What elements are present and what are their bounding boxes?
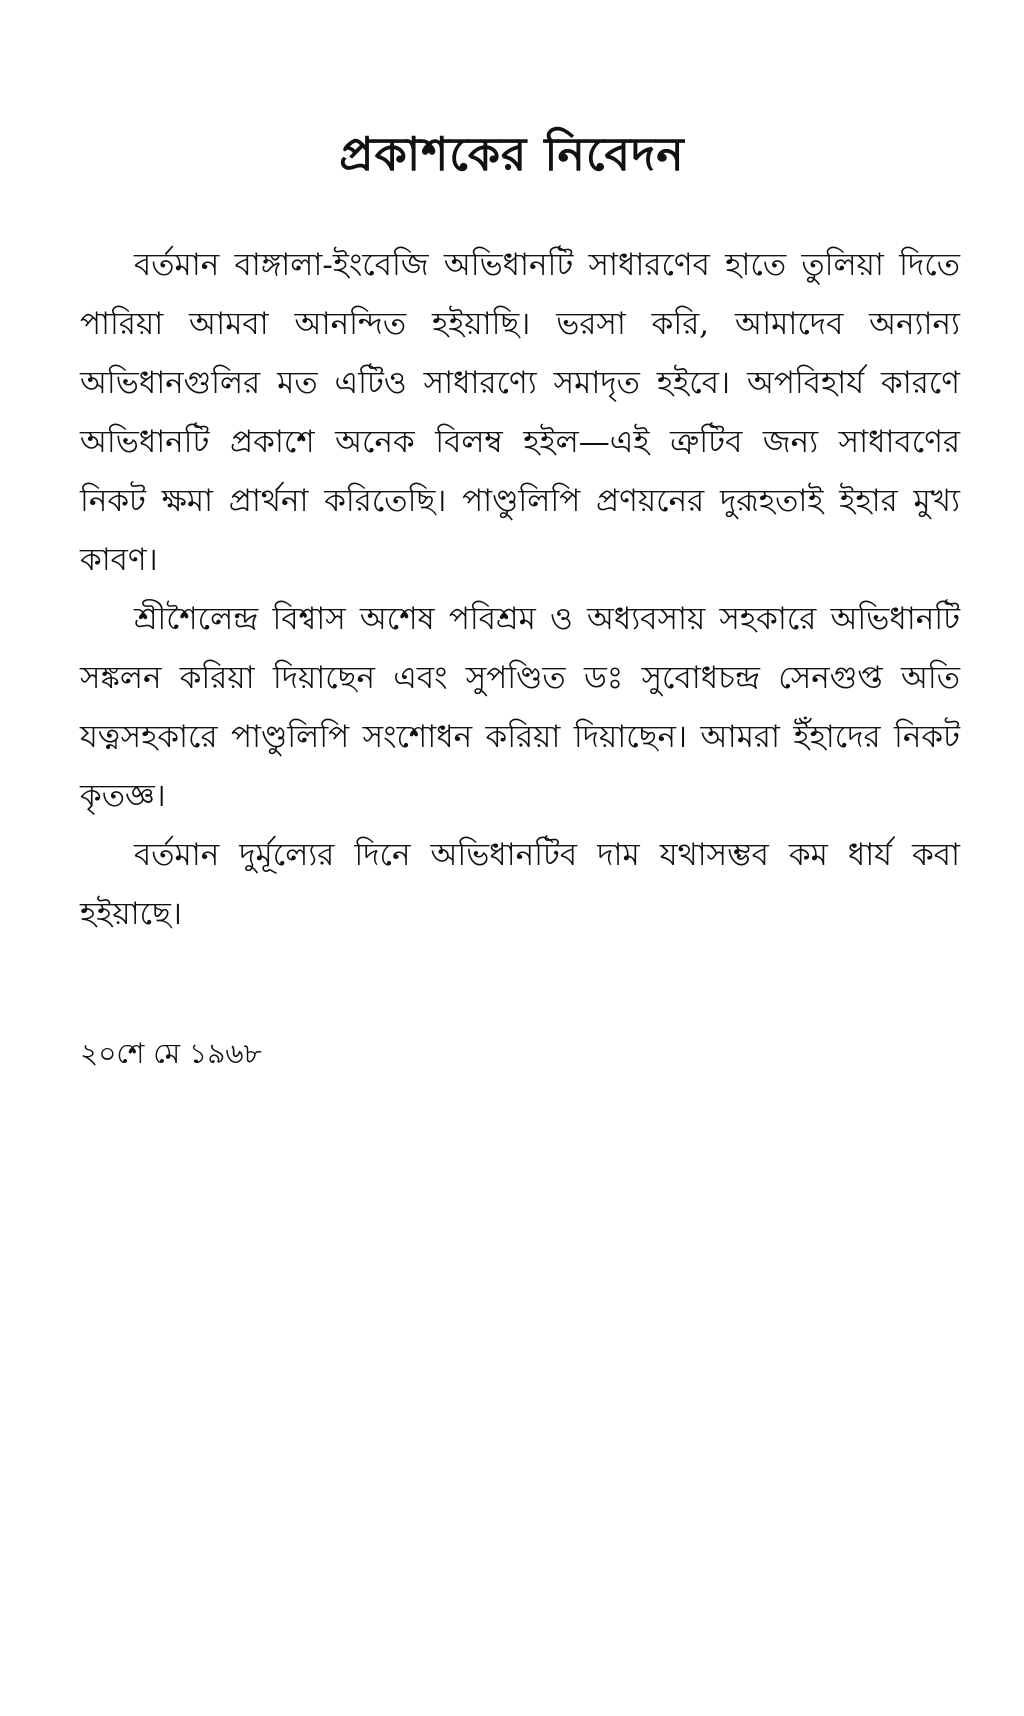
paragraph-1: বর্তমান বাঙ্গালা-ইংবেজি অভিধানটি সাধারণেব হাতে তুলিয়া দিতে পারিয়া আমবা আনন্দিত হইয়াছি। ভরসা করি, আমাদেব অন্যান্য অভিধানগুলির মত এটিও সাধারণ্যে সমাদৃত হইবে। অপবিহার্য কারণে অভিধানটি প্রকাশে অনেক বিলম্ব হইল—এই ত্রুটিব জন্য সাধাবণের নিকট ক্ষমা প্রার্থনা করিতেছি। পাণ্ডুলিপি প্রণয়নের দুরূহতাই ইহার মুখ্য কাবণ।	[80, 247, 960, 578]
note-date: ২০শে মে ১৯৬৮	[80, 1037, 262, 1070]
publisher-note-body	[80, 236, 960, 944]
paragraph-2: শ্রীশৈলেন্দ্র বিশ্বাস অশেষ পবিশ্রম ও অধ্যবসায় সহকারে অভিধানটি সঙ্কলন করিয়া দিয়াছেন এবং সুপণ্ডিত ডঃ সুবোধচন্দ্র সেনগুপ্ত অতি যত্নসহকারে পাণ্ডুলিপি সংশোধন করিয়া দিয়াছেন। আমরা ইঁহাদের নিকট কৃতজ্ঞ।	[80, 601, 960, 814]
paragraph-3: বর্তমান দুর্মূল্যের দিনে অভিধানটিব দাম যথাসম্ভব কম ধার্য কবা হইয়াছে।	[80, 837, 960, 932]
page-title: প্রকাশকের নিবেদন	[339, 127, 685, 181]
